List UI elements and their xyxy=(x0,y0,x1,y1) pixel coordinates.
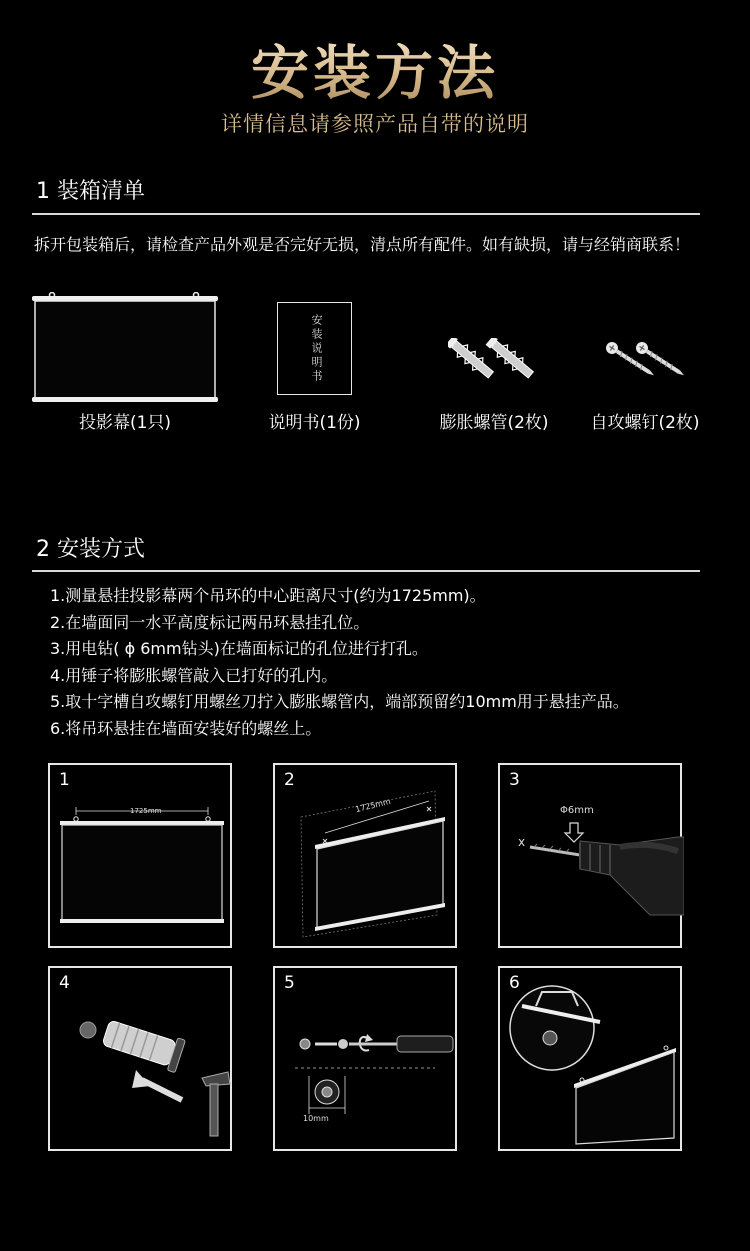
dimension-label: 1725mm xyxy=(354,796,392,815)
step-panel-2 xyxy=(273,763,457,948)
step-text: 3.用电钻( ϕ 6mm钻头)在墙面标记的孔位进行打孔。 xyxy=(50,639,428,658)
section-title-installation: 2 安装方式 xyxy=(36,537,145,562)
step-panel-5 xyxy=(273,966,457,1151)
step-panel-1 xyxy=(48,763,232,948)
item-label-anchors: 膨胀螺管(2枚) xyxy=(439,413,549,433)
item-label-screen: 投影幕(1只) xyxy=(78,413,172,433)
packing-intro-text: 拆开包装箱后，请检查产品外观是否完好无损，清点所有配件。如有缺损，请与经销商联系！ xyxy=(34,235,691,254)
item-label-screws: 自攻螺钉(2枚) xyxy=(590,413,700,433)
projector-screen-icon xyxy=(30,292,220,404)
page-title: 安装方法 xyxy=(0,26,750,110)
section-divider xyxy=(32,570,700,572)
panel-number: 5 xyxy=(284,973,295,993)
step-text: 2.在墙面同一水平高度标记两吊环悬挂孔位。 xyxy=(50,612,370,632)
section-divider xyxy=(32,213,700,215)
expansion-anchor-icon xyxy=(448,338,544,400)
manual-cover-text: 安装说明书 xyxy=(310,314,323,384)
section-title-packing-list: 1 装箱清单 xyxy=(36,179,145,204)
dimension-label: 1725mm xyxy=(130,807,162,815)
drill-size-label: Φ6mm xyxy=(560,805,594,816)
panel-number: 2 xyxy=(284,770,295,790)
step-panel-4 xyxy=(48,966,232,1151)
panel-number: 3 xyxy=(509,770,520,790)
step-text: 5.取十字槽自攻螺钉用螺丝刀拧入膨胀螺管内，端部预留约10mm用于悬挂产品。 xyxy=(50,692,629,711)
panel-number: 4 xyxy=(59,973,70,993)
page-subtitle: 详情信息请参照产品自带的说明 xyxy=(221,112,529,136)
panel-number: 6 xyxy=(509,973,520,993)
step-panel-3 xyxy=(498,763,682,948)
step-text: 1.测量悬挂投影幕两个吊环的中心距离尺寸(约为1725mm)。 xyxy=(50,586,486,605)
step-text: 6.将吊环悬挂在墙面安装好的螺丝上。 xyxy=(50,718,322,738)
panel-number: 1 xyxy=(59,770,70,790)
installation-steps xyxy=(50,583,629,742)
tapping-screw-icon xyxy=(604,340,688,390)
step-text: 4.用锤子将膨胀螺管敲入已打好的孔内。 xyxy=(50,665,338,685)
hole-mark-label: x xyxy=(518,835,526,849)
item-label-manual: 说明书(1份) xyxy=(268,413,361,433)
manual-booklet-icon xyxy=(277,302,352,395)
step-panel-6 xyxy=(498,966,682,1151)
gap-label: 10mm xyxy=(303,1114,329,1123)
